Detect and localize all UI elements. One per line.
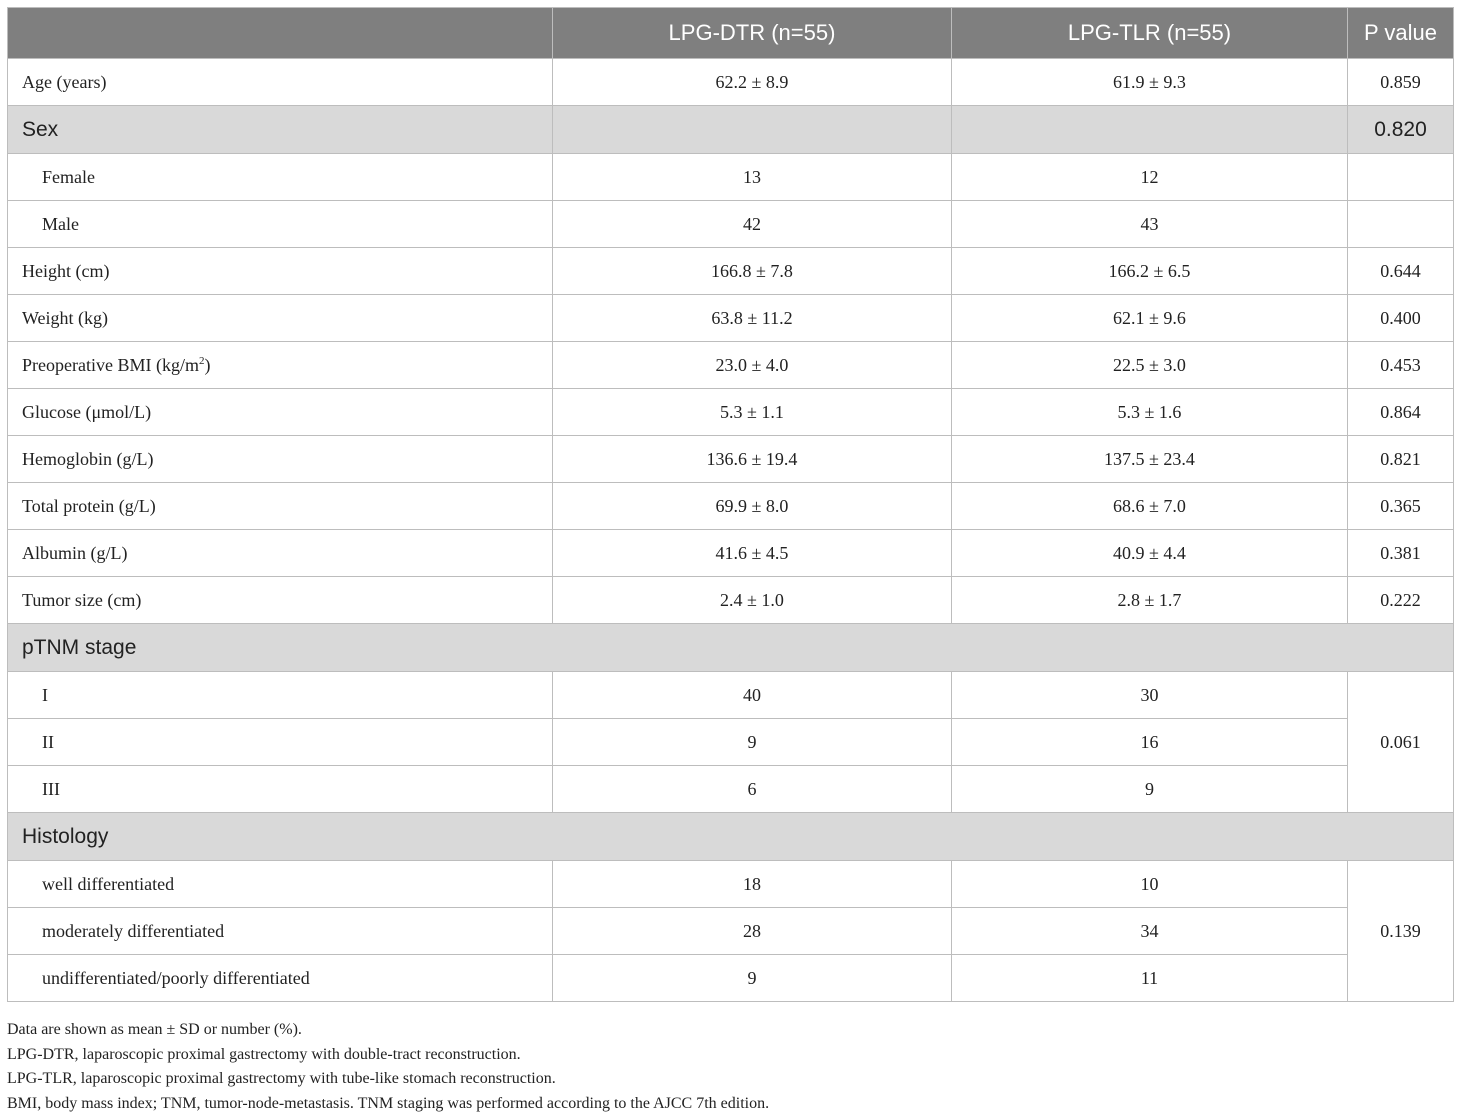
row-label: Age (years) [8, 59, 553, 106]
cell-tlr: 43 [952, 201, 1348, 248]
table-row [8, 530, 1454, 577]
row-label: well differentiated [8, 861, 553, 908]
cell-tlr: 137.5 ± 23.4 [952, 436, 1348, 483]
cell-tlr: 68.6 ± 7.0 [952, 483, 1348, 530]
cell-dtr: 63.8 ± 11.2 [553, 295, 952, 342]
row-label: moderately differentiated [8, 908, 553, 955]
cell-p-value: 0.821 [1348, 436, 1454, 483]
group-label: Histology [8, 813, 1454, 861]
cell-dtr: 166.8 ± 7.8 [553, 248, 952, 295]
cell-dtr: 28 [553, 908, 952, 955]
cell-tlr: 10 [952, 861, 1348, 908]
cell-dtr: 62.2 ± 8.9 [553, 59, 952, 106]
row-label: Glucose (μmol/L) [8, 389, 553, 436]
cell-p-value: 0.061 [1348, 672, 1454, 813]
cell-tlr: 11 [952, 955, 1348, 1002]
cell-tlr: 34 [952, 908, 1348, 955]
cell-dtr: 9 [553, 955, 952, 1002]
cell-p-value: 0.381 [1348, 530, 1454, 577]
cell-p-value: 0.644 [1348, 248, 1454, 295]
table-row [8, 861, 1454, 908]
cell-p-value: 0.820 [1348, 106, 1454, 154]
group-label: Sex [8, 106, 553, 154]
group-row-sex [8, 106, 1454, 154]
cell-empty [553, 106, 952, 154]
table-row [8, 389, 1454, 436]
cell-dtr: 5.3 ± 1.1 [553, 389, 952, 436]
table-row [8, 436, 1454, 483]
footnote: LPG-TLR, laparoscopic proximal gastrectomy with tube-like stomach reconstruction. [7, 1070, 556, 1087]
table-header-row [8, 8, 1454, 59]
cell-dtr: 69.9 ± 8.0 [553, 483, 952, 530]
cell-p-value: 0.453 [1348, 342, 1454, 389]
table-row [8, 59, 1454, 106]
row-label: Hemoglobin (g/L) [8, 436, 553, 483]
cell-p-value: 0.222 [1348, 577, 1454, 624]
cell-dtr: 40 [553, 672, 952, 719]
row-label-suffix: ) [204, 354, 211, 375]
cell-tlr: 9 [952, 766, 1348, 813]
row-label: Male [8, 201, 553, 248]
row-label [8, 342, 553, 389]
header-lpg-dtr: LPG-DTR (n=55) [553, 8, 952, 59]
cell-tlr: 2.8 ± 1.7 [952, 577, 1348, 624]
cell-dtr: 136.6 ± 19.4 [553, 436, 952, 483]
table-row [8, 672, 1454, 719]
table-row [8, 955, 1454, 1002]
cell-tlr: 61.9 ± 9.3 [952, 59, 1348, 106]
baseline-characteristics-table [7, 7, 1454, 1002]
cell-dtr: 6 [553, 766, 952, 813]
row-label: Tumor size (cm) [8, 577, 553, 624]
row-label: Total protein (g/L) [8, 483, 553, 530]
cell-dtr: 2.4 ± 1.0 [553, 577, 952, 624]
table-row [8, 577, 1454, 624]
cell-tlr: 166.2 ± 6.5 [952, 248, 1348, 295]
cell-dtr: 41.6 ± 4.5 [553, 530, 952, 577]
cell-tlr: 12 [952, 154, 1348, 201]
footnote: BMI, body mass index; TNM, tumor-node-metastasis. TNM staging was performed according to the AJCC 7th edition. [7, 1094, 770, 1112]
row-label: Height (cm) [8, 248, 553, 295]
superscript: 2 [198, 354, 205, 367]
cell-tlr: 22.5 ± 3.0 [952, 342, 1348, 389]
cell-empty [1348, 154, 1454, 201]
row-label: Female [8, 154, 553, 201]
row-label: Weight (kg) [8, 295, 553, 342]
cell-dtr: 13 [553, 154, 952, 201]
cell-empty [1348, 201, 1454, 248]
table-row [8, 248, 1454, 295]
cell-empty [952, 106, 1348, 154]
cell-p-value: 0.400 [1348, 295, 1454, 342]
cell-tlr: 62.1 ± 9.6 [952, 295, 1348, 342]
group-row-histology [8, 813, 1454, 861]
row-label: undifferentiated/poorly differentiated [8, 955, 553, 1002]
cell-p-value: 0.859 [1348, 59, 1454, 106]
cell-p-value: 0.864 [1348, 389, 1454, 436]
row-label: I [8, 672, 553, 719]
footnote: LPG-DTR, laparoscopic proximal gastrectomy with double-tract reconstruction. [7, 1045, 521, 1063]
table-footnotes [7, 1018, 769, 1116]
cell-tlr: 16 [952, 719, 1348, 766]
row-label-text: Preoperative BMI (kg/m [22, 354, 199, 375]
cell-tlr: 5.3 ± 1.6 [952, 389, 1348, 436]
cell-tlr: 40.9 ± 4.4 [952, 530, 1348, 577]
row-label: Albumin (g/L) [8, 530, 553, 577]
table-row [8, 483, 1454, 530]
row-label: III [8, 766, 553, 813]
header-variable [8, 8, 553, 59]
cell-dtr: 23.0 ± 4.0 [553, 342, 952, 389]
header-lpg-tlr: LPG-TLR (n=55) [952, 8, 1348, 59]
cell-dtr: 42 [553, 201, 952, 248]
cell-tlr: 30 [952, 672, 1348, 719]
table-row [8, 201, 1454, 248]
table-row [8, 908, 1454, 955]
row-label: II [8, 719, 553, 766]
group-row-ptnm [8, 624, 1454, 672]
header-p-value: P value [1348, 8, 1454, 59]
group-label: pTNM stage [8, 624, 1454, 672]
table-row [8, 295, 1454, 342]
cell-dtr: 18 [553, 861, 952, 908]
table-row [8, 154, 1454, 201]
cell-p-value: 0.365 [1348, 483, 1454, 530]
table-row [8, 766, 1454, 813]
table-row [8, 342, 1454, 389]
footnote: Data are shown as mean ± SD or number (%). [7, 1021, 302, 1038]
table-row [8, 719, 1454, 766]
cell-dtr: 9 [553, 719, 952, 766]
cell-p-value: 0.139 [1348, 861, 1454, 1002]
